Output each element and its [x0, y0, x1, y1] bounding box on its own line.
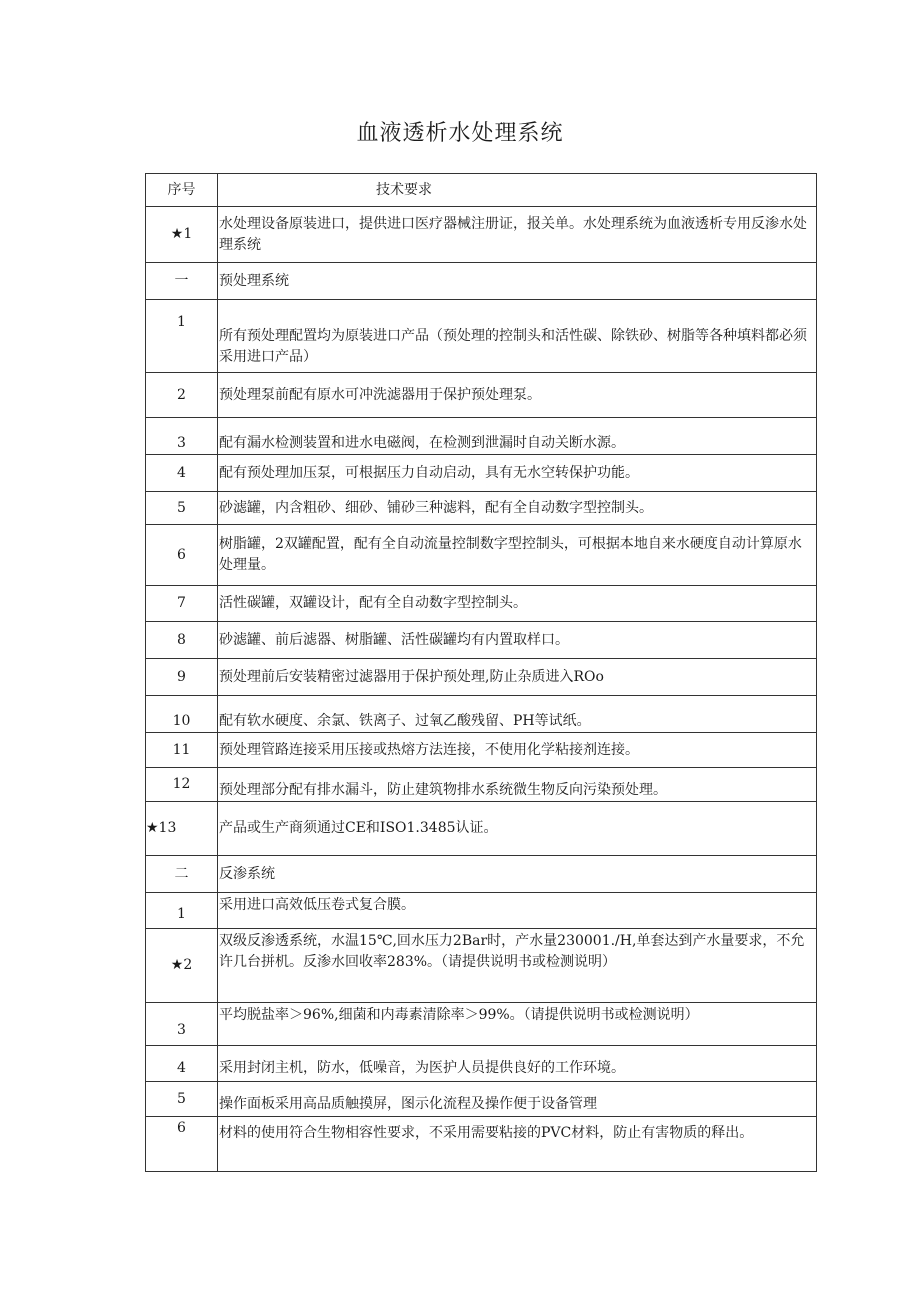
row-no: 10	[146, 696, 218, 733]
row-req: 采用进口高效低压卷式复合膜。	[218, 893, 817, 929]
row-req: 反渗系统	[218, 856, 817, 893]
table-row	[146, 492, 817, 525]
row-req: 所有预处理配置均为原装进口产品（预处理的控制头和活性碳、除铁砂、树脂等各种填料都必须采用进口产品）	[218, 300, 817, 373]
header-req: 技术要求	[218, 174, 817, 207]
table-header-row	[146, 174, 817, 207]
row-req: 活性碳罐，双罐设计，配有全自动数字型控制头。	[218, 586, 817, 622]
row-req: 配有漏水检测装置和进水电磁阀，在检测到泄漏时自动关断水源。	[218, 418, 817, 455]
row-no: ★2	[146, 929, 218, 1003]
row-no: 3	[146, 418, 218, 455]
table-row	[146, 1117, 817, 1172]
row-no: ★13	[146, 802, 218, 856]
row-no: 3	[146, 1003, 218, 1046]
row-no: 5	[146, 1082, 218, 1117]
table-row	[146, 622, 817, 659]
row-no: 5	[146, 492, 218, 525]
section-row	[146, 263, 817, 300]
table-row	[146, 696, 817, 733]
row-req: 采用封闭主机，防水，低噪音，为医护人员提供良好的工作环境。	[218, 1046, 817, 1082]
row-no: 6	[146, 1117, 218, 1172]
table-row	[146, 300, 817, 373]
row-no: 一	[146, 263, 218, 300]
table-row	[146, 659, 817, 696]
row-no: 二	[146, 856, 218, 893]
row-req: 预处理前后安装精密过滤器用于保护预处理,防止杂质进入ROo	[218, 659, 817, 696]
table-row	[146, 768, 817, 802]
row-no: 2	[146, 373, 218, 418]
row-req: 产品或生产商须通过CE和ISO1.3485认证。	[218, 802, 817, 856]
row-req: 配有软水硬度、余氯、铁离子、过氧乙酸残留、PH等试纸。	[218, 696, 817, 733]
row-req: 材料的使用符合生物相容性要求，不采用需要粘接的PVC材料，防止有害物质的释出。	[218, 1117, 817, 1172]
header-no: 序号	[146, 174, 218, 207]
table-row	[146, 733, 817, 768]
row-req: 预处理部分配有排水漏斗，防止建筑物排水系统微生物反向污染预处理。	[218, 768, 817, 802]
row-no: 4	[146, 455, 218, 492]
row-req: 水处理设备原装进口，提供进口医疗器械注册证，报关单。水处理系统为血液透析专用反渗水处理系统	[218, 207, 817, 263]
document-title: 血液透析水处理系统	[356, 121, 564, 146]
table-row	[146, 802, 817, 856]
table-row	[146, 373, 817, 418]
table-row	[146, 418, 817, 455]
table-row	[146, 893, 817, 929]
row-req: 树脂罐，2双罐配置，配有全自动流量控制数字型控制头，可根据本地自来水硬度自动计算原水处理量。	[218, 525, 817, 586]
table-row	[146, 207, 817, 263]
row-no: 9	[146, 659, 218, 696]
row-req: 双级反渗透系统，水温15℃,回水压力2Bar时，产水量230001./H,单套达到产水量要求，不允许几台拼机。反渗水回收率283%。（请提供说明书或检测说明）	[218, 929, 817, 1003]
row-req: 砂滤罐、前后滤器、树脂罐、活性碳罐均有内置取样口。	[218, 622, 817, 659]
row-req: 预处理系统	[218, 263, 817, 300]
row-req: 操作面板采用高品质触摸屏，图示化流程及操作便于设备管理	[218, 1082, 817, 1117]
row-no: 7	[146, 586, 218, 622]
table-row	[146, 455, 817, 492]
row-no: ★1	[146, 207, 218, 263]
row-req: 砂滤罐，内含粗砂、细砂、铺砂三种滤料，配有全自动数字型控制头。	[218, 492, 817, 525]
table-row	[146, 525, 817, 586]
section-row	[146, 856, 817, 893]
table-row	[146, 929, 817, 1003]
table-row	[146, 1046, 817, 1082]
requirements-table	[145, 173, 817, 1172]
row-no: 6	[146, 525, 218, 586]
row-no: 1	[146, 300, 218, 373]
table-row	[146, 1003, 817, 1046]
row-no: 1	[146, 893, 218, 929]
row-no: 11	[146, 733, 218, 768]
row-no: 4	[146, 1046, 218, 1082]
row-req: 预处理泵前配有原水可冲洗滤器用于保护预处理泵。	[218, 373, 817, 418]
row-req: 预处理管路连接采用压接或热熔方法连接，不使用化学粘接剂连接。	[218, 733, 817, 768]
table-row	[146, 586, 817, 622]
row-req: 平均脱盐率＞96%,细菌和内毒素清除率＞99%。（请提供说明书或检测说明）	[218, 1003, 817, 1046]
table-row	[146, 1082, 817, 1117]
row-no: 8	[146, 622, 218, 659]
row-no: 12	[146, 768, 218, 802]
row-req: 配有预处理加压泵，可根据压力自动启动，具有无水空转保护功能。	[218, 455, 817, 492]
